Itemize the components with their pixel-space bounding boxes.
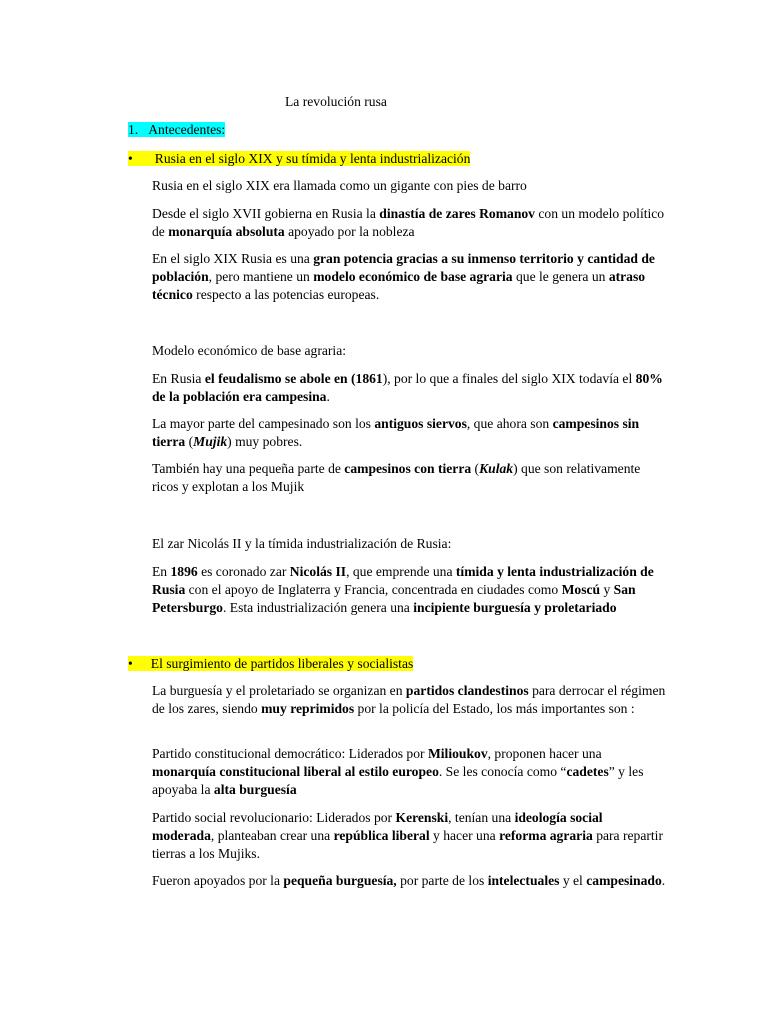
paragraph: También hay una pequeña parte de campesinos con tierra (Kulak) que son relativamente ricos y explotan a los Mujik <box>152 461 641 494</box>
paragraph: En Rusia el feudalismo se abole en (1861), por lo que a finales del siglo XIX todavía el 80% de la población era campesina. <box>152 371 663 404</box>
paragraph: Fueron apoyados por la pequeña burguesía, por parte de los intelectuales y el campesinado. <box>152 873 666 888</box>
paragraph: El zar Nicolás II y la tímida industrialización de Rusia: <box>152 536 452 551</box>
paragraph: Partido constitucional democrático: Liderados por Milioukov, proponen hacer una monarquía constitucional liberal al estilo europeo. Se les conocía como “cadetes” y les apoyaba la alta burguesía <box>152 746 644 797</box>
paragraph: Rusia en el siglo XIX era llamada como un gigante con pies de barro <box>152 178 527 193</box>
bullet-marker: • <box>128 151 155 166</box>
subheading-label: El surgimiento de partidos liberales y socialistas <box>150 656 414 671</box>
paragraph: En el siglo XIX Rusia es una gran potencia gracias a su inmenso territorio y cantidad de población, pero mantiene un modelo económico de base agraria que le genera un atraso técnico respecto a las potencias europeas. <box>152 251 655 302</box>
paragraph: Partido social revolucionario: Liderados por Kerenski, tenían una ideología social moderada, planteaban crear una república liberal y hacer una reforma agraria para repartir tierras a los Mujiks. <box>152 810 663 861</box>
section-label: Antecedentes: <box>148 122 226 137</box>
section-number: 1. <box>128 122 148 137</box>
subheading-label: Rusia en el siglo XIX y su tímida y lenta industrialización <box>154 151 471 166</box>
subheading-partidos <box>128 655 413 673</box>
paragraph: La mayor parte del campesinado son los antiguos siervos, que ahora son campesinos sin tierra (Mujik) muy pobres. <box>152 416 640 449</box>
paragraph: Modelo económico de base agraria: <box>152 343 347 358</box>
paragraph: En 1896 es coronado zar Nicolás II, que emprende una tímida y lenta industrialización de Rusia con el apoyo de Inglaterra y Francia, concentrada en ciudades como Moscú y San Petersburgo. Esta industrialización genera una incipiente burguesía y proletariado <box>152 564 654 615</box>
subheading-rusia-siglo-xix <box>128 150 470 168</box>
document-title: La revolución rusa <box>285 94 387 109</box>
section-heading-antecedentes <box>128 121 225 139</box>
paragraph: La burguesía y el proletariado se organizan en partidos clandestinos para derrocar el régimen de los zares, siendo muy reprimidos por la policía del Estado, los más importantes son : <box>152 683 666 716</box>
bullet-marker: • <box>128 656 151 671</box>
paragraph: Desde el siglo XVII gobierna en Rusia la dinastía de zares Romanov con un modelo político de monarquía absoluta apoyado por la nobleza <box>152 206 665 239</box>
